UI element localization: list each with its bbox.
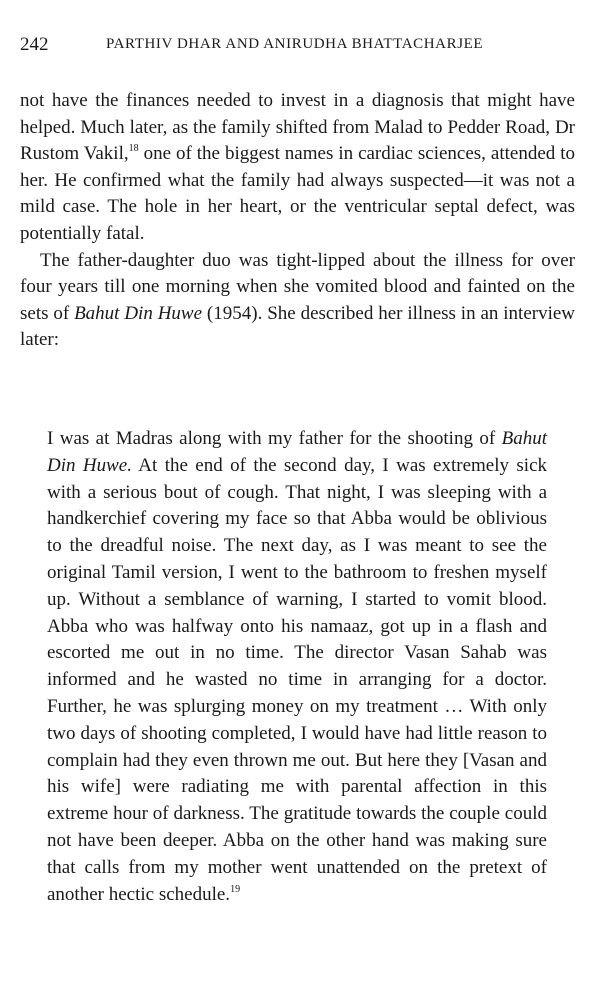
paragraph-text: not have the finances needed to invest in a diagnosis that might have helped. Much later, as the family shifted from Malad to Pedder Road, Dr Rustom Vakil, — [20, 90, 575, 165]
film-title: Bahut Din Huwe. — [47, 428, 547, 476]
paragraph-text: (1954). She described her illness in an interview later: — [20, 302, 576, 351]
paragraph-text: The father-daughter duo was tight-lipped about the illness for over four years till one morning when she vomited blood and fainted on the sets of — [20, 249, 575, 324]
paragraph-text: one of the biggest names in cardiac sciences, attended to her. He confirmed what the family had always suspected—it was not a mild case. The hole in her heart, or the ventricular septal defect, was potentially fatal. — [20, 143, 575, 244]
footnote-ref: 19 — [230, 883, 241, 895]
body-text — [20, 88, 575, 354]
page-header — [20, 34, 580, 58]
page-number: 242 — [20, 34, 49, 55]
running-head: PARTHIV DHAR AND ANIRUDHA BHATTACHARJEE — [106, 36, 484, 52]
footnote-ref: 18 — [128, 143, 139, 155]
quote-text: I was at Madras along with my father for the shooting of — [47, 428, 502, 449]
quote-paragraph — [47, 426, 547, 908]
quote-text: At the end of the second day, I was extremely sick with a serious bout of cough. That night, I was sleeping with a handkerchief covering my face so that Abba would be oblivious to the dreadful noise. The next day, as I was meant to see the original Tamil version, I went to the bathroom to freshen myself up. Without a semblance of warning, I started to vomit blood. Abba who was halfway onto his namaaz, got up in a flash and escorted me out in no time. The director Vasan Sahab was informed and he wasted no time in arranging for a doctor. Further, he was splurging money on my treatment … With only two days of shooting completed, I would have had little reason to complain had they even thrown me out. But here they [Vasan and his wife] were radiating me with parental affection in this extreme hour of darkness. The gratitude towards the couple could not have been deeper. Abba on the other hand was making sure that calls from my mother went unattended on the pretext of another hectic schedule. — [47, 454, 547, 905]
block-quote — [47, 426, 547, 908]
film-title: Bahut Din Huwe — [74, 302, 203, 324]
paragraph — [20, 248, 575, 354]
paragraph — [20, 88, 575, 248]
